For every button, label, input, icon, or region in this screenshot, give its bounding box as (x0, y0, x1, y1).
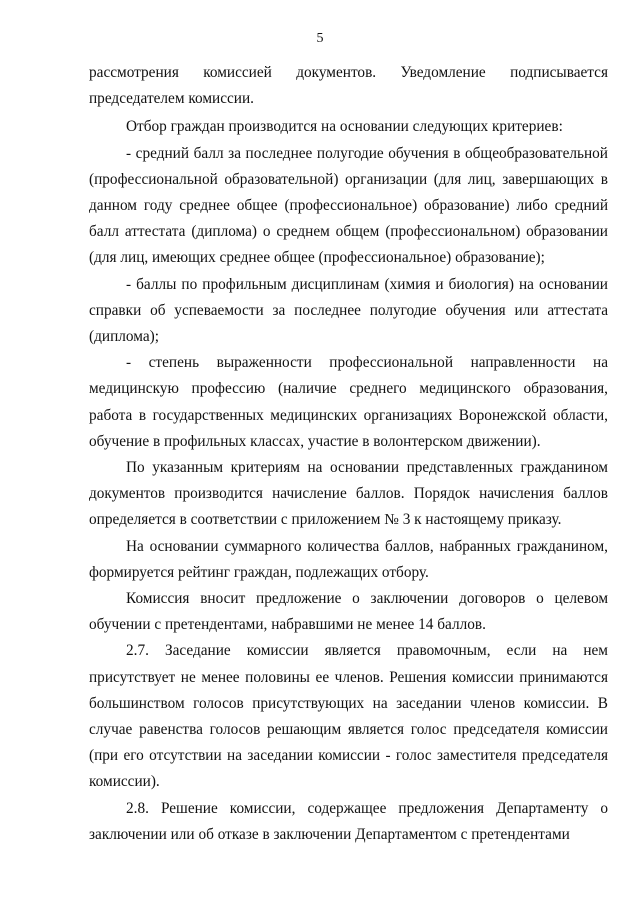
paragraph-rating: На основании суммарного количества баллов, набранных гражданином, формируется рейтинг граждан, подлежащих отбору. (89, 537, 608, 581)
paragraph-criteria-intro: Отбор граждан производится на основании следующих критериев: (126, 118, 563, 136)
document-body (89, 60, 608, 848)
paragraph-continuation: рассмотрения комиссией документов. Уведомление подписывается председателем комиссии. (89, 64, 608, 108)
paragraph-section-2-8: 2.8. Решение комиссии, содержащее предложения Департаменту о заключении или об отказе в заключении Департаментом с претендентами (89, 799, 608, 843)
paragraph-scoring: По указанным критериям на основании представленных гражданином документов производится начисление баллов. Порядок начисления баллов определяется в соответствии с приложением № 3 к настоящему приказу. (89, 459, 608, 529)
paragraph-criterion-professional-orientation: - степень выраженности профессиональной направленности на медицинскую профессию (наличие среднего медицинского образования, работа в государственных медицинских организациях Воронежской области, обучение в профильных классах, участие в волонтерском движении). (89, 354, 608, 450)
paragraph-section-2-7: 2.7. Заседание комиссии является правомочным, если на нем присутствует не менее половины ее членов. Решения комиссии принимаются большинством голосов присутствующих на заседании членов комиссии. В случае равенства голосов решающим является голос председателя комиссии (при его отсутствии на заседании комиссии - голос заместителя председателя комиссии). (89, 642, 608, 791)
page-number: 5 (316, 31, 324, 46)
paragraph-commission-proposal: Комиссия вносит предложение о заключении договоров о целевом обучении с претендентами, набравшими не менее 14 баллов. (89, 590, 608, 634)
paragraph-criterion-average-score: - средний балл за последнее полугодие обучения в общеобразовательной (профессиональной образовательной) организации (для лиц, завершающих в данном году среднее общее (профессиональное) образование) либо средний балл аттестата (диплома) о среднем общем (профессиональном) образовании (для лиц, имеющих среднее общее (профессиональное) образование); (89, 144, 608, 267)
paragraph-criterion-profile-subjects: - баллы по профильным дисциплинам (химия и биология) на основании справки об успеваемости за последнее полугодие обучения или аттестата (диплома); (89, 275, 608, 346)
